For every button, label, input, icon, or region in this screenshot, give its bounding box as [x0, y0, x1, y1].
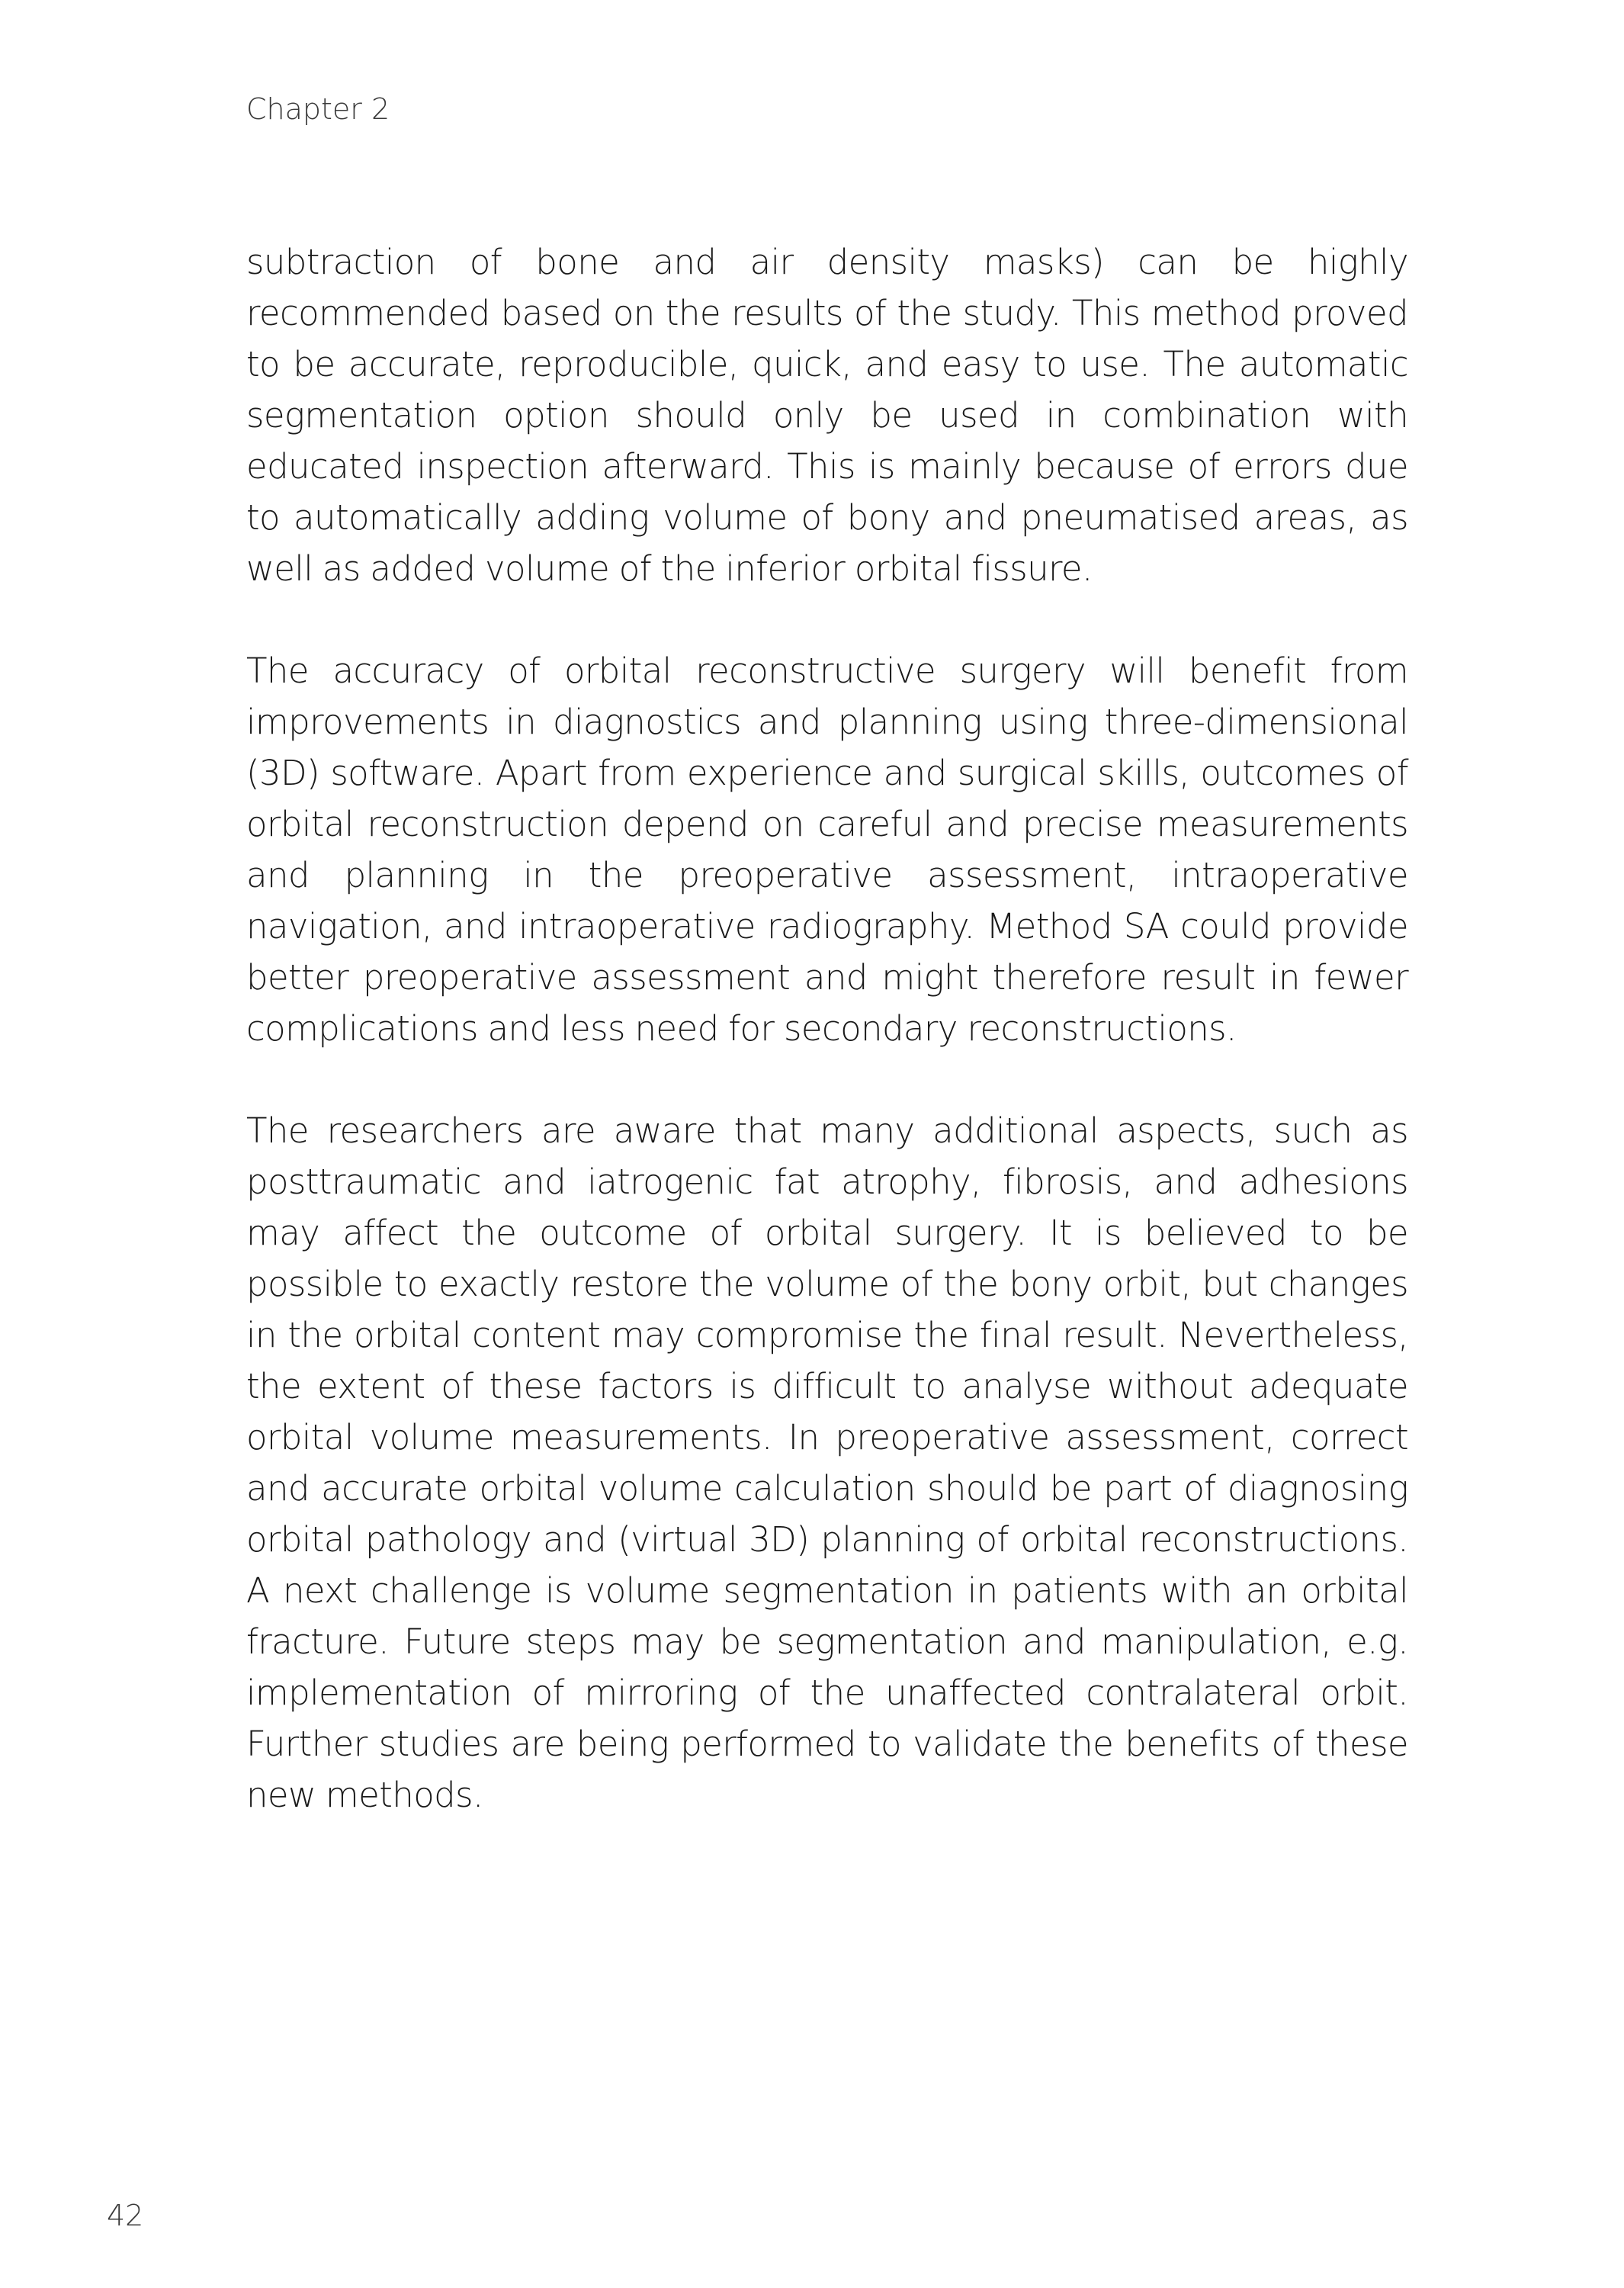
paragraph-3: The researchers are aware that many additional aspects, such as posttraumatic and iatrogenic fat atrophy, fibrosis, and adhesions may affect the outcome of orbital surgery. It is believed to be possible to exactly restore the volume of the bony orbit, but changes in the orbital content may compromise the final result. Nevertheless, the extent of these factors is difficult to analyse without adequate orbital volume measurements. In preoperative assessment, correct and accurate orbital volume calculation should be part of diagnosing orbital pathology and (virtual 3D) planning of orbital reconstructions. A next challenge is volume segmentation in patients with an orbital fracture. Future steps may be segmentation and manipulation, e.g. implementation of mirroring of the unaffected contralateral orbit. Further studies are being performed to validate the benefits of these new methods.	[246, 1110, 1408, 1815]
paragraph-1: subtraction of bone and air density masks) can be highly recommended based on the results of the study. This method proved to be accurate, reproducible, quick, and easy to use. The automatic segmentation option should only be used in combination with educated inspection afterward. This is mainly because of errors due to automatically adding volume of bony and pneumatised areas, as well as added volume of the inferior orbital fissure.	[246, 242, 1408, 589]
paragraph-2: The accuracy of orbital reconstructive surgery will benefit from improvements in diagnostics and planning using three-dimensional (3D) software. Apart from experience and surgical skills, outcomes of orbital reconstruction depend on careful and precise measurements and planning in the preoperative assessment, intraoperative navigation, and intraoperative radiography. Method SA could provide better preoperative assessment and might therefore result in fewer complications and less need for secondary reconstructions.	[246, 651, 1408, 1049]
body-text	[246, 236, 1408, 1872]
page-number: 42	[107, 2199, 144, 2232]
running-head: Chapter 2	[246, 92, 390, 126]
